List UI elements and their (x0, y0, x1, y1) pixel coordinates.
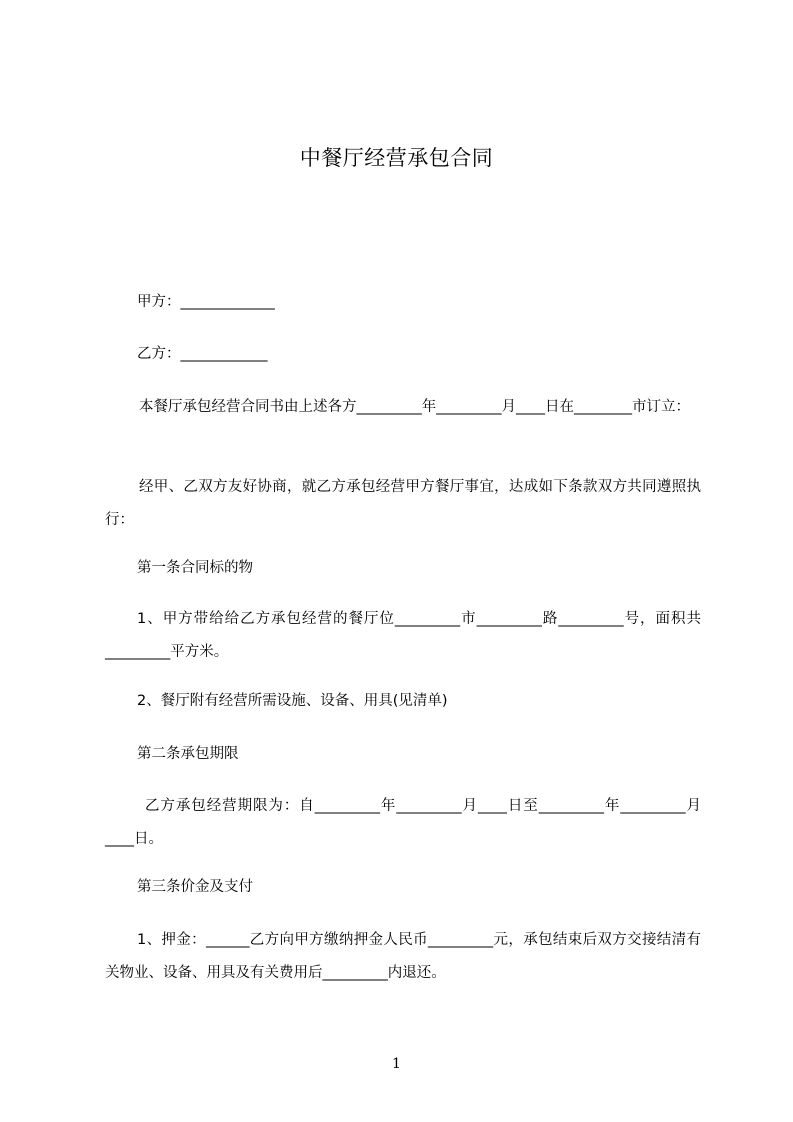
article-3-item-1: 1、押金：______乙方向甲方缴纳押金人民币_________元，承包结束后双方交接结清有关物业、设备、用具及有关费用后_________内退还。 (105, 932, 701, 981)
party-b-line: 乙方：____________ (137, 346, 268, 362)
article-1-heading: 第一条合同标的物 (137, 560, 253, 576)
document-title: 中餐厅经营承包合同 (299, 146, 494, 170)
article-2-paragraph: 乙方承包经营期限为：自_________年_________月____日至_________年_________月____日。 (105, 798, 701, 847)
agreement-paragraph: 经甲、乙双方友好协商，就乙方承包经营甲方餐厅事宜，达成如下条款双方共同遵照执行： (105, 479, 701, 528)
party-a-line: 甲方：_____________ (137, 294, 275, 310)
intro-paragraph: 本餐厅承包经营合同书由上述各方_________年_________月____日在________市订立： (139, 399, 690, 415)
article-1-item-1: 1、甲方带给给乙方承包经营的餐厅位_________市_________路_________号，面积共_________平方米。 (105, 611, 701, 660)
page-number: 1 (392, 1056, 401, 1072)
article-3-heading: 第三条价金及支付 (137, 879, 253, 895)
article-1-item-2: 2、餐厅附有经营所需设施、设备、用具(见清单) (137, 693, 448, 709)
article-2-heading: 第二条承包期限 (137, 746, 239, 762)
